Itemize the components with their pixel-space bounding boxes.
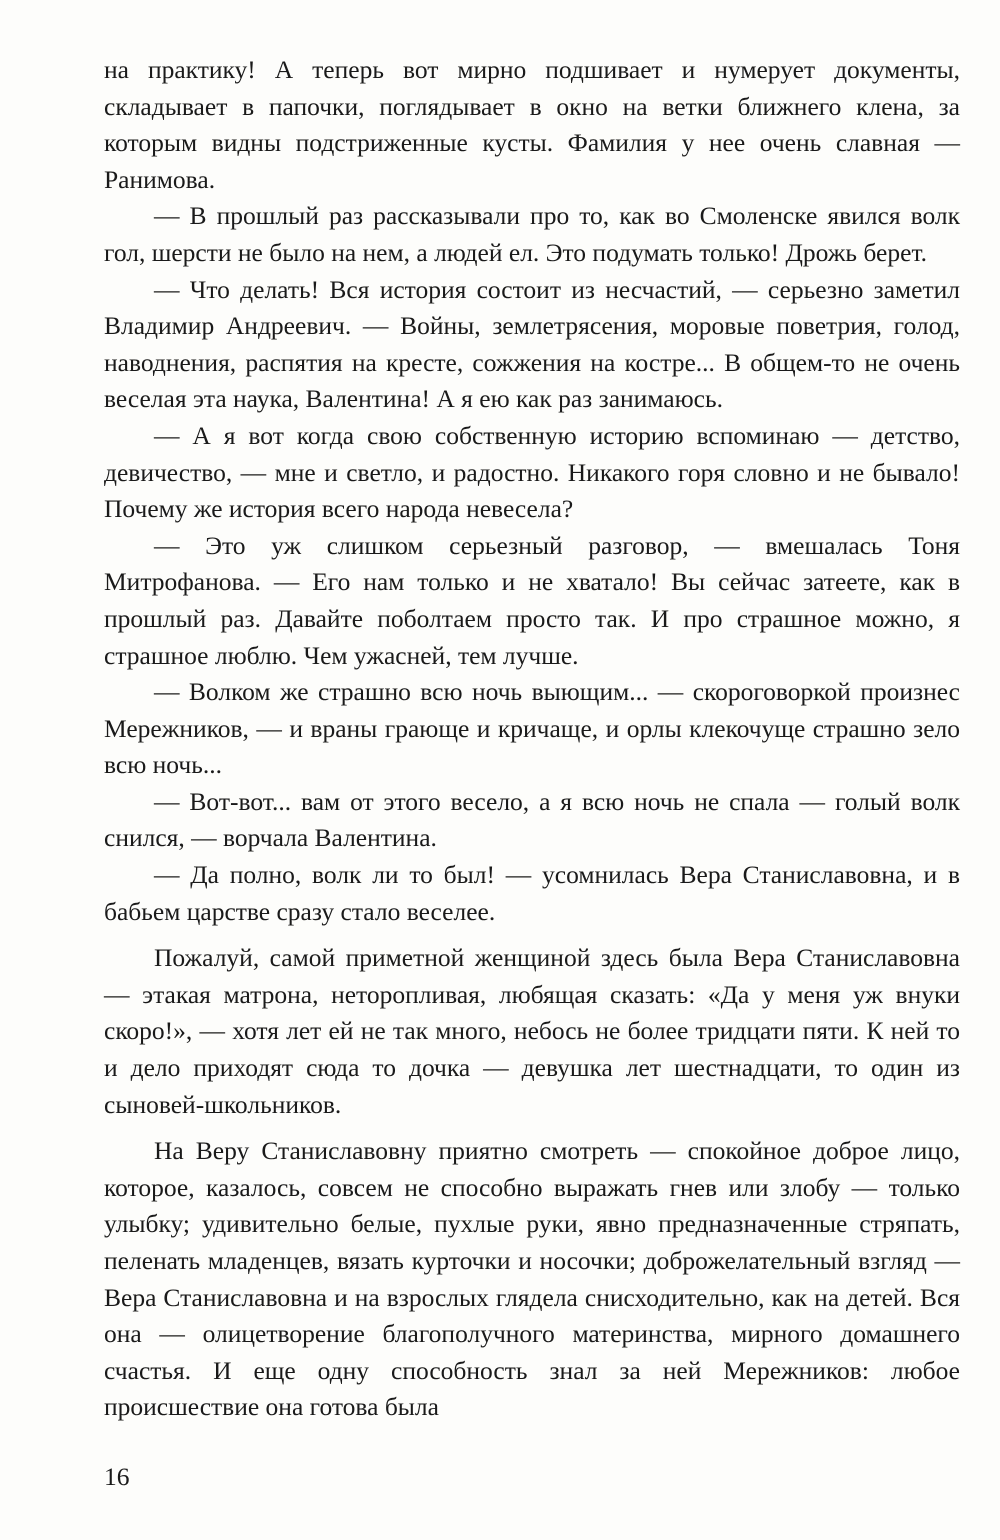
paragraph-2: — В прошлый раз рассказывали про то, как во Смоленске явился волк гол, шерсти не было на нем, а людей ел. Это подумать только! Дрожь берет. xyxy=(104,201,960,267)
paragraph-5: — Это уж слишком серьезный разговор, — вмешалась Тоня Митрофанова. — Его нам только и не хватало! Вы сейчас затеете, как в прошлый раз. Давайте поболтаем просто так. И про страшное можно, я страшное люблю. Чем ужасней, тем лучше. xyxy=(104,530,960,670)
page-body-text xyxy=(104,52,960,1426)
paragraph-8: — Да полно, волк ли то был! — усомнилась Вера Станиславовна, и в бабьем царстве сразу стало веселее. xyxy=(104,860,960,926)
paragraph-9: Пожалуй, самой приметной женщиной здесь была Вера Станиславовна — этакая матрона, неторопливая, любящая сказать: «Да у меня уж внуки скоро!», — хотя лет ей не так много, небось не более тридцати пяти. К ней то и дело приходят сюда то дочка — девушка лет шестнадцати, то один из сыновей-школьников. xyxy=(104,943,960,1119)
paragraph-4: — А я вот когда свою собственную историю вспоминаю — детство, девичество, — мне и светло, и радостно. Никакого горя словно и не бывало! Почему же история всего народа невесела? xyxy=(104,420,960,524)
paragraph-1: на практику! А теперь вот мирно подшивает и нумерует документы, складывает в папочки, поглядывает в окно на ветки ближнего клена, за которым видны подстриженные кусты. Фамилия у нее очень славная — Ранимова. xyxy=(104,55,960,194)
paragraph-10: На Веру Станиславовну приятно смотреть — спокойное доброе лицо, которое, казалось, совсем не способно выражать гнев или злобу — только улыбку; удивительно белые, пухлые руки, явно предназначенные стряпать, пеленать младенцев, вязать курточки и носочки; доброжелательный взгляд — Вера Станиславовна и на взрослых глядела снисходительно, как на детей. Вся она — олицетворение благополучного материнства, мирного домашнего счастья. И еще одну способность знал за ней Мережников: любое происшествие она готова была xyxy=(104,1136,960,1422)
paragraph-7: — Вот-вот... вам от этого весело, а я всю ночь не спала — голый волк снился, — ворчала Валентина. xyxy=(104,786,960,853)
page-number: 16 xyxy=(104,1462,130,1491)
paragraph-6: — Волком же страшно всю ночь выющим... — скороговоркой произнес Мережников, — и враны грающе и кричаще, и орлы клекочуще страшно зело всю ночь... xyxy=(104,677,960,780)
paragraph-3: — Что делать! Вся история состоит из несчастий, — серьезно заметил Владимир Андреевич. — Войны, землетрясения, моровые поветрия, голод, наводнения, распятия на кресте, сожжения на костре... В общем-то не очень веселая эта наука, Валентина! А я ею как раз занимаюсь. xyxy=(104,274,960,414)
